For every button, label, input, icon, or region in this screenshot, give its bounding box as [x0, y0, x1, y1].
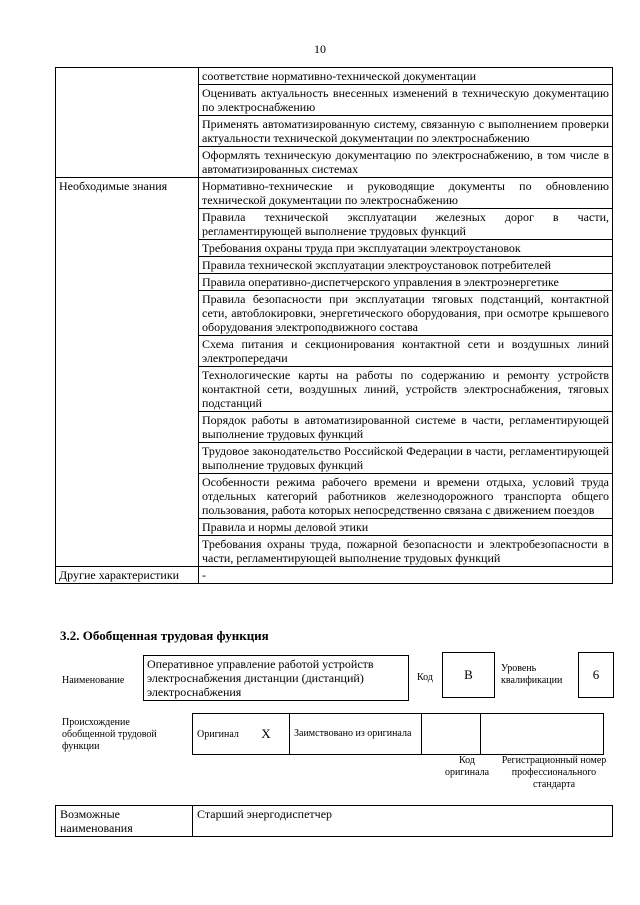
skills-table	[55, 67, 613, 584]
possible-names-label: Возможные наименования	[56, 806, 193, 837]
section-title: 3.2. Обобщенная трудовая функция	[60, 628, 269, 643]
original-mark: Х	[243, 714, 290, 755]
row-item: соответствие нормативно-технической документации	[199, 68, 613, 85]
table-row	[56, 68, 613, 85]
code-label: Код	[417, 672, 433, 683]
row-label: Необходимые знания	[56, 178, 199, 567]
row-label: Другие характеристики	[56, 567, 199, 584]
possible-names-value: Старший энергодиспетчер	[193, 806, 613, 837]
row-item: Требования охраны труда, пожарной безопасности и электробезопасности в части, регламентирующей выполнение трудовых функций	[199, 536, 613, 567]
row-item: Правила технической эксплуатации электроустановок потребителей	[199, 257, 613, 274]
row-label	[56, 68, 199, 178]
reg-number-caption: Регистрационный номер профессионального стандарта	[501, 755, 607, 790]
row-item: Применять автоматизированную систему, связанную с выполнением проверки актуальности технической документации по электроснабжению	[199, 116, 613, 147]
row-item: Трудовое законодательство Российской Федерации в части, регламентирующей выполнение трудовых функций	[199, 443, 613, 474]
row-item: Технологические карты на работы по содержанию и ремонту устройств контактной сети, воздушных линий, устройств электроснабжения, тяговых подстанций	[199, 367, 613, 412]
row-item: Правила оперативно-диспетчерского управления в электроэнергетике	[199, 274, 613, 291]
possible-names-table	[55, 805, 613, 837]
code-original-cell	[422, 714, 481, 755]
row-item: Нормативно-технические и руководящие документы по обновлению технической документации по электроснабжению	[199, 178, 613, 209]
row-item: Порядок работы в автоматизированной системе в части, регламентирующей выполнение трудовых функций	[199, 412, 613, 443]
name-value: Оперативное управление работой устройств электроснабжения дистанции (дистанций) электроснабжения	[143, 655, 409, 701]
level-label: Уровень квалификации	[501, 663, 563, 686]
table-row	[56, 567, 613, 584]
code-value: В	[442, 652, 495, 698]
row-item: Схема питания и секционирования контактной сети и воздушных линий электропередачи	[199, 336, 613, 367]
name-label: Наименование	[62, 675, 125, 686]
page-number: 10	[314, 42, 326, 56]
row-item: Правила безопасности при эксплуатации тяговых подстанций, контактной сети, автоблокировки, энергетического оборудования, при осмотре крышевого оборудования электроподвижного состава	[199, 291, 613, 336]
row-item: Правила технической эксплуатации железных дорог в части, регламентирующей выполнение трудовых функций	[199, 209, 613, 240]
origin-label: Происхождение обобщенной трудовой функции	[62, 717, 157, 752]
original-label: Оригинал	[193, 714, 244, 755]
level-value: 6	[578, 652, 614, 698]
row-item: Особенности режима рабочего времени и времени отдыха, условий труда отдельных категорий работников железнодорожного транспорта общего пользования, работа которых непосредственно связана с движением поездов	[199, 474, 613, 519]
code-original-caption: Код оригинала	[444, 755, 490, 778]
table-row	[56, 178, 613, 209]
reg-number-cell	[481, 714, 604, 755]
borrowed-label: Заимствовано из оригинала	[290, 714, 422, 755]
row-item: Требования охраны труда при эксплуатации электроустановок	[199, 240, 613, 257]
origin-table	[192, 713, 604, 755]
row-item: Правила и нормы деловой этики	[199, 519, 613, 536]
row-item: Оценивать актуальность внесенных изменений в техническую документацию по электроснабжению	[199, 85, 613, 116]
row-item: Оформлять техническую документацию по электроснабжению, в том числе в автоматизированных системах	[199, 147, 613, 178]
row-item: -	[199, 567, 613, 584]
